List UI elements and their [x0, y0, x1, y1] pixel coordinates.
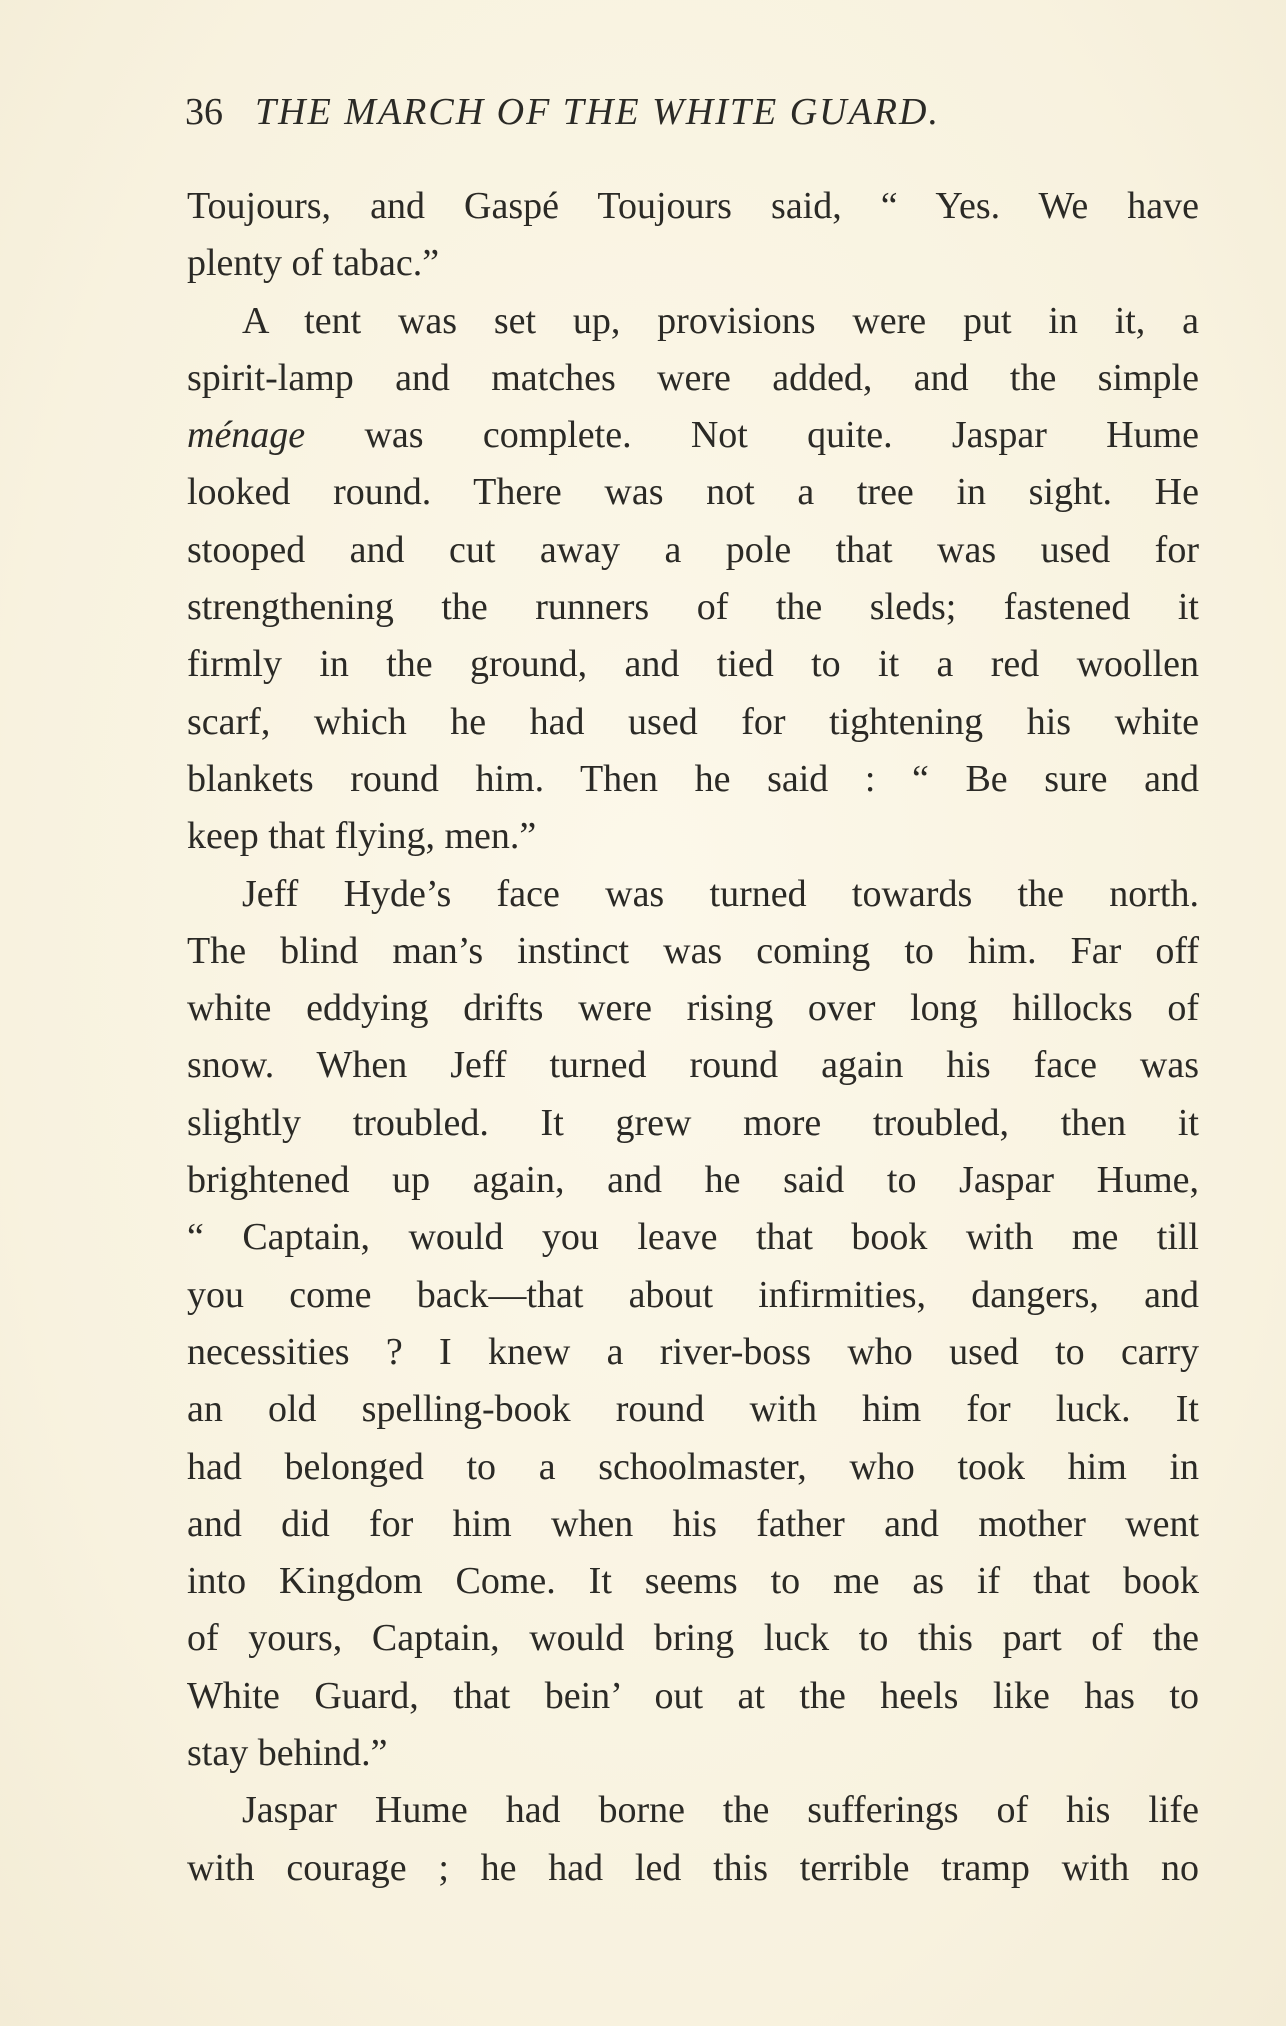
text-line: Jeff Hyde’s face was turned towards the north.: [242, 872, 1199, 915]
text-line: and did for him when his father and mother went: [187, 1502, 1199, 1545]
text-line: plenty of tabac.”: [187, 242, 440, 285]
text-line: firmly in the ground, and tied to it a red woollen: [187, 643, 1199, 686]
text-line: with courage ; he had led this terrible tramp with no: [187, 1846, 1199, 1889]
text-line: spirit-lamp and matches were added, and the simple: [187, 356, 1199, 399]
text-line: Toujours, and Gaspé Toujours said, “ Yes. We have: [187, 185, 1199, 227]
running-title: THE MARCH OF THE WHITE GUARD.: [255, 91, 940, 133]
text-line: you come back—that about infirmities, dangers, and: [187, 1273, 1199, 1316]
text-line: strengthening the runners of the sleds; fastened it: [187, 586, 1199, 629]
text-line: had belonged to a schoolmaster, who took him in: [187, 1445, 1199, 1488]
running-header: [185, 82, 1105, 142]
page-number: 36: [185, 91, 223, 133]
text-line: necessities ? I knew a river-boss who used to carry: [187, 1330, 1199, 1373]
text-line: “ Captain, would you leave that book with me till: [187, 1216, 1199, 1259]
text-line: blankets round him. Then he said : “ Be sure and: [187, 757, 1199, 800]
text-line: stay behind.”: [187, 1732, 388, 1775]
text-line: brightened up again, and he said to Jaspar Hume,: [187, 1159, 1199, 1202]
text-line: keep that flying, men.”: [187, 815, 537, 858]
text-line: of yours, Captain, would bring luck to this part of the: [187, 1617, 1199, 1660]
text-line: A tent was set up, provisions were put in it, a: [242, 299, 1199, 342]
text-line: snow. When Jeff turned round again his face was: [187, 1044, 1199, 1087]
text-line: White Guard, that bein’ out at the heels like has to: [187, 1674, 1199, 1717]
text-line: stooped and cut away a pole that was used for: [187, 528, 1199, 571]
text-line: scarf, which he had used for tightening his white: [187, 700, 1199, 743]
text-line: white eddying drifts were rising over long hillocks of: [187, 987, 1199, 1030]
italic-word: ménage: [187, 414, 306, 457]
text-line: an old spelling-book round with him for luck. It: [187, 1388, 1199, 1431]
text-line: looked round. There was not a tree in sight. He: [187, 471, 1199, 514]
text-line: The blind man’s instinct was coming to him. Far off: [187, 929, 1199, 972]
text-line: slightly troubled. It grew more troubled, then it: [187, 1101, 1199, 1144]
text-line: Jaspar Hume had borne the sufferings of his life: [242, 1789, 1199, 1832]
body-text: [187, 178, 1199, 1897]
text-line: [187, 407, 1199, 464]
text-line: into Kingdom Come. It seems to me as if that book: [187, 1560, 1199, 1603]
text-line-rest: was complete. Not quite. Jaspar Hume: [305, 414, 1199, 457]
